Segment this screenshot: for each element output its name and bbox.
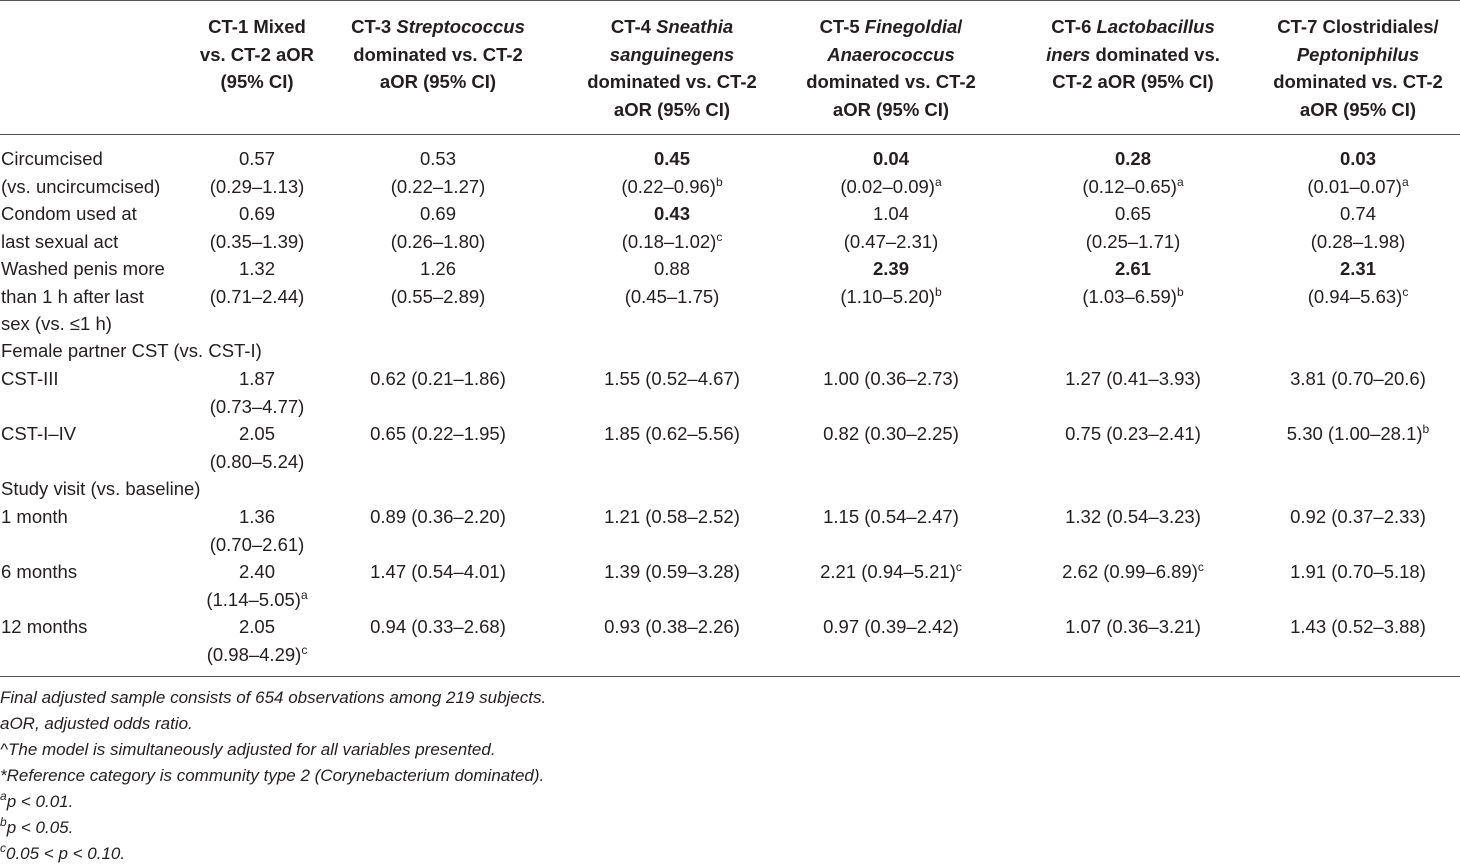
table-cell bbox=[172, 255, 342, 310]
row-label-line: sex (vs. ≤1 h) bbox=[1, 313, 112, 334]
significance-marker: c bbox=[716, 229, 723, 244]
table-cell bbox=[1023, 145, 1243, 200]
cell-ci: $(0.12-0.65)^a$ bbox=[1082, 174, 1184, 197]
cell-value: 1.55 (0.52–4.67) bbox=[604, 368, 740, 389]
table-cell bbox=[781, 145, 1001, 200]
footnote bbox=[0, 685, 546, 711]
cell-value: 1.26 bbox=[419, 258, 456, 279]
row-label-line: CST-I–IV bbox=[1, 423, 77, 444]
cell-value: 1.15 (0.54–2.47) bbox=[823, 506, 959, 527]
table-cell bbox=[562, 420, 782, 448]
cell-value: 2.05 bbox=[238, 616, 275, 637]
column-header-line: dominated vs. CT-2 bbox=[353, 43, 523, 65]
row-label bbox=[1, 613, 87, 641]
cell-ci: (0.73–4.77) bbox=[209, 395, 305, 417]
cell-value: 0.82 (0.30–2.25) bbox=[823, 423, 959, 444]
cell-ci: $(0.18-1.02)^c$ bbox=[621, 229, 723, 252]
significance-marker: a bbox=[1176, 174, 1184, 189]
cell-value: 0.04 bbox=[872, 148, 909, 169]
cell-value: 0.28 bbox=[1114, 148, 1151, 169]
column-header-line: dominated vs. CT-2 bbox=[806, 71, 976, 92]
cell-value: 1.00 (0.36–2.73) bbox=[823, 368, 959, 389]
table-cell bbox=[328, 365, 548, 393]
table-cell bbox=[1023, 503, 1243, 531]
table-cell bbox=[562, 365, 782, 393]
column-header-line: CT-5 Finegoldia/ bbox=[819, 16, 963, 37]
footnote-text: aOR, adjusted odds ratio. bbox=[0, 714, 193, 733]
cell-value: 0.65 bbox=[1114, 203, 1151, 224]
significance-marker: c bbox=[301, 642, 308, 657]
cell-value: 5.30 $(1.00-28.1)^b$ bbox=[1286, 422, 1430, 444]
table-top-rule bbox=[0, 0, 1460, 1]
row-label-line: Female partner CST (vs. CST-I) bbox=[1, 340, 262, 361]
table-cell bbox=[781, 558, 1001, 586]
row-label-line: than 1 h after last bbox=[1, 285, 144, 307]
table-cell bbox=[172, 145, 342, 200]
row-label bbox=[1, 200, 137, 255]
cell-ci: $(0.01-0.07)^a$ bbox=[1307, 174, 1409, 197]
cell-value: 0.57 bbox=[238, 148, 275, 169]
cell-value: 0.69 bbox=[238, 203, 275, 224]
cell-ci: (0.45–1.75) bbox=[624, 285, 720, 307]
cell-ci: (0.55–2.89) bbox=[390, 285, 486, 307]
cell-ci: (0.29–1.13) bbox=[209, 175, 305, 197]
cell-ci: (0.80–5.24) bbox=[209, 450, 305, 472]
significance-marker: b bbox=[1422, 422, 1430, 436]
column-header-line: aOR (95% CI) bbox=[832, 98, 950, 120]
table-cell bbox=[781, 503, 1001, 531]
table-cell bbox=[328, 558, 548, 586]
column-header-2 bbox=[328, 13, 548, 96]
footnote-text: p < 0.01. bbox=[6, 792, 74, 811]
table-cell bbox=[781, 365, 1001, 393]
cell-value: 1.39 (0.59–3.28) bbox=[604, 561, 740, 582]
column-header-line: aOR (95% CI) bbox=[379, 71, 497, 92]
column-header-line: (95% CI) bbox=[220, 71, 294, 92]
table-cell bbox=[172, 200, 342, 255]
table-cell bbox=[562, 200, 782, 255]
table-cell bbox=[1023, 200, 1243, 255]
cell-ci: $(0.94-5.63)^c$ bbox=[1307, 284, 1409, 307]
column-header-line: CT-2 aOR (95% CI) bbox=[1052, 71, 1214, 92]
table-cell bbox=[781, 255, 1001, 310]
header-bottom-rule bbox=[0, 134, 1460, 135]
cell-value: 1.87 bbox=[238, 368, 275, 389]
table-cell bbox=[781, 420, 1001, 448]
table-cell bbox=[562, 503, 782, 531]
row-label-line: Washed penis more bbox=[1, 258, 165, 279]
footnote bbox=[0, 737, 496, 763]
cell-value: 1.91 (0.70–5.18) bbox=[1290, 561, 1426, 582]
cell-ci: (0.35–1.39) bbox=[209, 230, 305, 252]
column-header-line: sanguinegens bbox=[609, 43, 735, 65]
cell-ci: (0.47–2.31) bbox=[843, 230, 939, 252]
row-label-line: Circumcised bbox=[1, 148, 103, 169]
cell-ci: (0.26–1.80) bbox=[390, 230, 486, 252]
column-header-4 bbox=[781, 13, 1001, 123]
table-cell bbox=[1248, 558, 1460, 586]
column-header-line: vs. CT-2 aOR bbox=[199, 43, 315, 65]
cell-value: 0.69 bbox=[419, 203, 456, 224]
table-cell bbox=[1248, 503, 1460, 531]
column-header-line: aOR (95% CI) bbox=[613, 98, 731, 120]
table-cell bbox=[328, 255, 548, 310]
column-header-line: Peptoniphilus bbox=[1296, 43, 1420, 65]
cell-value: 0.94 (0.33–2.68) bbox=[370, 616, 506, 637]
table-cell bbox=[172, 613, 342, 668]
section-label bbox=[1, 475, 200, 503]
cell-value: 1.04 bbox=[872, 203, 909, 224]
row-label-line: CST-III bbox=[1, 368, 59, 389]
row-label-line: last sexual act bbox=[1, 230, 119, 252]
table-cell bbox=[1023, 365, 1243, 393]
footnote-marker: a bbox=[0, 789, 7, 803]
row-label bbox=[1, 255, 165, 338]
significance-marker: b bbox=[934, 284, 942, 299]
table-cell bbox=[328, 613, 548, 641]
cell-value: 2.21 $(0.94-5.21)^c$ bbox=[820, 560, 962, 582]
cell-value: 1.47 (0.54–4.01) bbox=[370, 561, 506, 582]
significance-marker: c bbox=[1197, 560, 1204, 574]
footnote bbox=[0, 763, 544, 789]
significance-marker: b bbox=[1176, 284, 1184, 299]
footnote bbox=[0, 841, 125, 867]
cell-ci: (0.22–1.27) bbox=[390, 175, 486, 197]
footnote bbox=[0, 789, 73, 815]
column-header-line: aOR (95% CI) bbox=[1299, 98, 1417, 120]
column-header-6 bbox=[1248, 13, 1460, 123]
cell-ci: $(0.22-0.96)^b$ bbox=[621, 174, 723, 197]
table-cell bbox=[562, 558, 782, 586]
section-label bbox=[1, 337, 262, 365]
cell-value: 2.40 bbox=[238, 561, 275, 582]
table-cell bbox=[172, 365, 342, 420]
table-cell bbox=[328, 200, 548, 255]
cell-ci: (0.28–1.98) bbox=[1310, 230, 1406, 252]
row-label-line: Study visit (vs. baseline) bbox=[1, 478, 201, 499]
row-label bbox=[1, 558, 77, 586]
column-header-5 bbox=[1023, 13, 1243, 96]
cell-ci: $(1.10-5.20)^b$ bbox=[840, 284, 942, 307]
row-label-line: 12 months bbox=[1, 616, 88, 637]
cell-value: 2.05 bbox=[238, 423, 275, 444]
footnote-text: Final adjusted sample consists of 654 observations among 219 subjects. bbox=[0, 688, 547, 707]
cell-ci: (0.71–2.44) bbox=[209, 285, 305, 307]
table-cell bbox=[562, 613, 782, 641]
column-header-line: dominated vs. CT-2 bbox=[1273, 71, 1443, 92]
column-header-line: CT-7 Clostridiales/ bbox=[1277, 16, 1439, 37]
table-cell bbox=[1248, 613, 1460, 641]
footnote bbox=[0, 815, 73, 841]
cell-value: 0.53 bbox=[419, 148, 456, 169]
table-cell bbox=[1023, 420, 1243, 448]
column-header-line: CT-1 Mixed bbox=[208, 16, 306, 37]
cell-value: 0.89 (0.36–2.20) bbox=[370, 506, 506, 527]
cell-value: 0.65 (0.22–1.95) bbox=[370, 423, 506, 444]
table-cell bbox=[1248, 200, 1460, 255]
table-cell bbox=[1248, 420, 1460, 448]
table-cell bbox=[1248, 145, 1460, 200]
footnote bbox=[0, 711, 193, 737]
cell-ci: $(0.02-0.09)^a$ bbox=[840, 174, 942, 197]
footnote-text: ^The model is simultaneously adjusted for all variables presented. bbox=[0, 740, 496, 759]
column-header-1 bbox=[172, 13, 342, 96]
table-cell bbox=[1023, 613, 1243, 641]
table-cell bbox=[562, 145, 782, 200]
table-cell bbox=[1248, 365, 1460, 393]
row-label-line: (vs. uncircumcised) bbox=[1, 175, 161, 197]
table-cell bbox=[1248, 255, 1460, 310]
row-label-line: 6 months bbox=[1, 561, 78, 582]
table-cell bbox=[562, 255, 782, 310]
row-label bbox=[1, 365, 59, 393]
row-label bbox=[1, 503, 68, 531]
significance-marker: a bbox=[934, 174, 942, 189]
cell-value: 0.97 (0.39–2.42) bbox=[823, 616, 959, 637]
footnote-marker: b bbox=[0, 815, 7, 829]
cell-value: 3.81 (0.70–20.6) bbox=[1290, 368, 1426, 389]
row-label-line: Condom used at bbox=[1, 203, 137, 224]
cell-value: 0.93 (0.38–2.26) bbox=[604, 616, 740, 637]
significance-marker: c bbox=[1402, 284, 1409, 299]
cell-value: 1.85 (0.62–5.56) bbox=[604, 423, 740, 444]
cell-value: 1.07 (0.36–3.21) bbox=[1065, 616, 1201, 637]
cell-value: 1.21 (0.58–2.52) bbox=[604, 506, 740, 527]
significance-marker: a bbox=[300, 587, 308, 602]
table-cell bbox=[781, 200, 1001, 255]
cell-value: 0.88 bbox=[653, 258, 690, 279]
column-header-line: iners dominated vs. bbox=[1046, 43, 1220, 65]
cell-value: 0.92 (0.37–2.33) bbox=[1290, 506, 1426, 527]
table-cell bbox=[328, 420, 548, 448]
cell-value: 2.61 bbox=[1114, 258, 1151, 279]
footnote-text: 0.05 < p < 0.10. bbox=[6, 844, 126, 863]
cell-ci: (0.70–2.61) bbox=[209, 533, 305, 555]
cell-value: 1.32 bbox=[238, 258, 275, 279]
footnote-text: p < 0.05. bbox=[6, 818, 74, 837]
cell-value: 0.74 bbox=[1339, 203, 1376, 224]
significance-marker: c bbox=[955, 560, 962, 574]
cell-value: 2.62 $(0.99-6.89)^c$ bbox=[1062, 560, 1204, 582]
cell-value: 1.36 bbox=[238, 506, 275, 527]
cell-ci: (0.25–1.71) bbox=[1085, 230, 1181, 252]
column-header-3 bbox=[562, 13, 782, 123]
table-cell bbox=[172, 420, 342, 475]
column-header-line: dominated vs. CT-2 bbox=[587, 71, 757, 92]
cell-value: 0.75 (0.23–2.41) bbox=[1065, 423, 1201, 444]
cell-value: 2.31 bbox=[1339, 258, 1376, 279]
cell-value: 0.45 bbox=[653, 148, 690, 169]
table-cell bbox=[1023, 255, 1243, 310]
cell-value: 1.27 (0.41–3.93) bbox=[1065, 368, 1201, 389]
cell-value: 0.43 bbox=[653, 203, 690, 224]
cell-ci: $(0.98-4.29)^c$ bbox=[206, 642, 308, 665]
footnote-text: *Reference category is community type 2 (Corynebacterium dominated). bbox=[0, 766, 545, 785]
row-label bbox=[1, 145, 160, 200]
table-cell bbox=[781, 613, 1001, 641]
table-cell bbox=[328, 145, 548, 200]
column-header-line: CT-6 Lactobacillus bbox=[1051, 16, 1215, 37]
cell-value: 1.43 (0.52–3.88) bbox=[1290, 616, 1426, 637]
column-header-line: CT-3 Streptococcus bbox=[351, 16, 525, 37]
table-cell bbox=[172, 558, 342, 613]
cell-value: 0.62 (0.21–1.86) bbox=[370, 368, 506, 389]
cell-value: 2.39 bbox=[872, 258, 909, 279]
cell-ci: $(1.14-5.05)^a$ bbox=[206, 587, 308, 610]
column-header-line: CT-4 Sneathia bbox=[610, 16, 734, 37]
cell-ci: $(1.03-6.59)^b$ bbox=[1082, 284, 1184, 307]
row-label bbox=[1, 420, 76, 448]
table-cell bbox=[1023, 558, 1243, 586]
table-bottom-rule bbox=[0, 676, 1460, 677]
table-cell bbox=[172, 503, 342, 558]
footnote-marker: c bbox=[0, 841, 6, 855]
cell-value: 0.03 bbox=[1339, 148, 1376, 169]
column-header-line: Anaerococcus bbox=[827, 43, 955, 65]
significance-marker: b bbox=[715, 174, 723, 189]
cell-value: 1.32 (0.54–3.23) bbox=[1065, 506, 1201, 527]
table-cell bbox=[328, 503, 548, 531]
significance-marker: a bbox=[1401, 174, 1409, 189]
row-label-line: 1 month bbox=[1, 506, 68, 527]
